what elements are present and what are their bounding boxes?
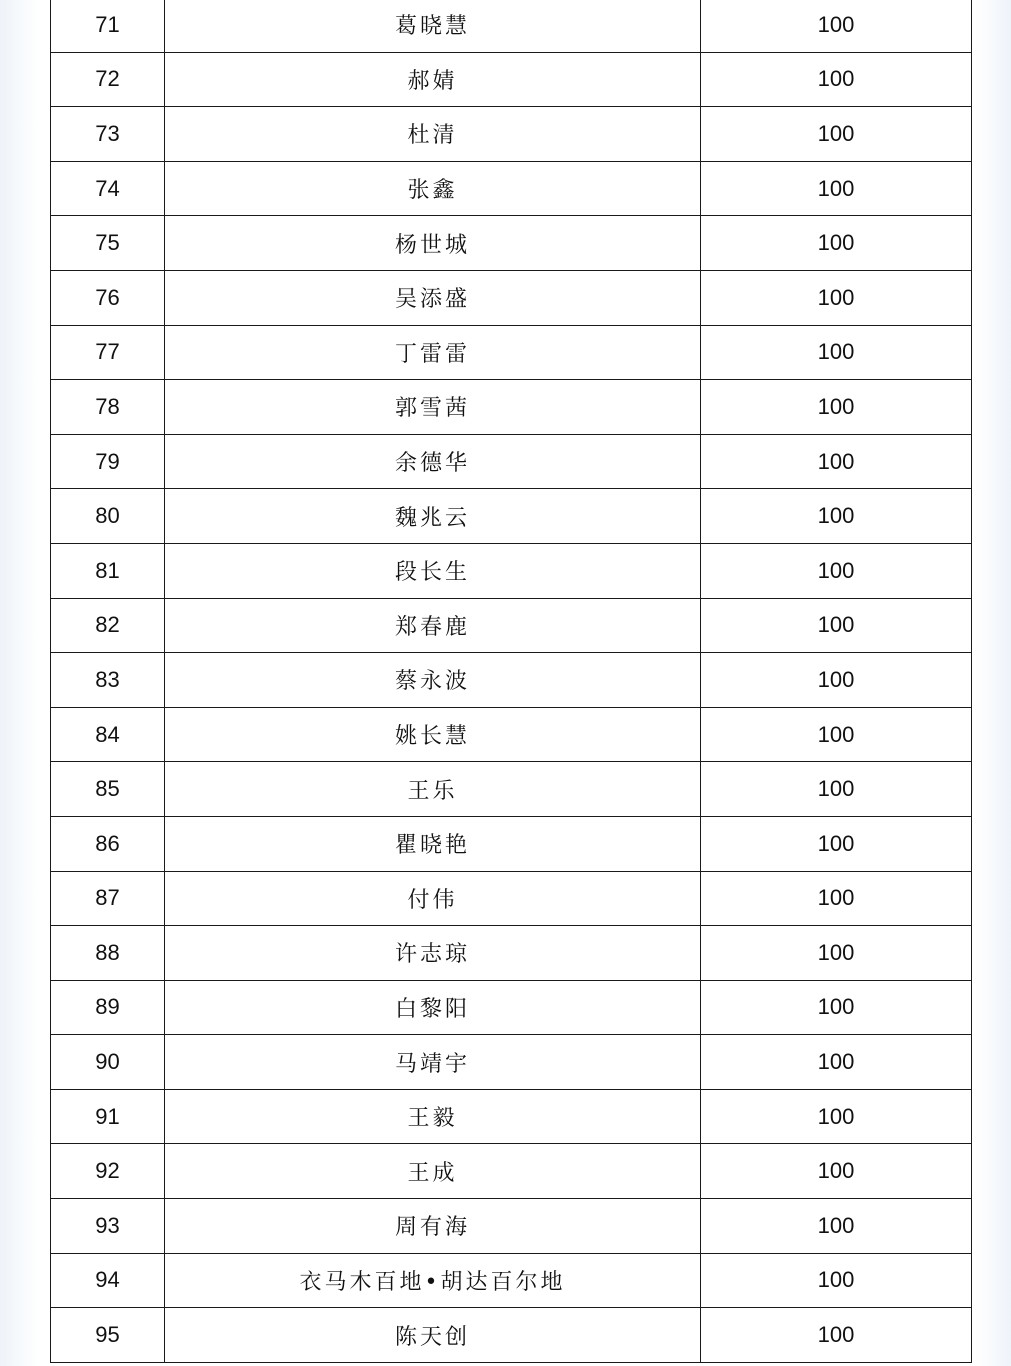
row-number-cell: 71 [51,0,165,52]
name-cell: 葛晓慧 [165,0,701,52]
roster-table [50,0,972,1363]
row-number-cell: 88 [51,926,165,981]
name-cell: 王成 [165,1144,701,1199]
table-row [51,1253,972,1308]
row-number-cell: 76 [51,270,165,325]
score-cell: 100 [701,980,972,1035]
name-cell: 周有海 [165,1199,701,1254]
name-cell: 郝婧 [165,52,701,107]
name-cell: 丁雷雷 [165,325,701,380]
name-cell: 余德华 [165,434,701,489]
score-cell: 100 [701,816,972,871]
row-number-cell: 80 [51,489,165,544]
score-cell: 100 [701,707,972,762]
row-number-cell: 73 [51,107,165,162]
name-cell: 付伟 [165,871,701,926]
name-cell: 马靖宇 [165,1035,701,1090]
name-cell: 郑春鹿 [165,598,701,653]
name-cell: 王乐 [165,762,701,817]
row-number-cell: 94 [51,1253,165,1308]
score-cell: 100 [701,325,972,380]
table-row [51,434,972,489]
table-row [51,980,972,1035]
name-cell: 蔡永波 [165,653,701,708]
score-cell: 100 [701,216,972,271]
row-number-cell: 84 [51,707,165,762]
name-cell: 郭雪茜 [165,380,701,435]
score-cell: 100 [701,0,972,52]
name-cell: 瞿晓艳 [165,816,701,871]
table-row [51,1144,972,1199]
table-row [51,1089,972,1144]
row-number-cell: 87 [51,871,165,926]
score-cell: 100 [701,1253,972,1308]
table-row [51,380,972,435]
name-cell: 王毅 [165,1089,701,1144]
score-cell: 100 [701,1308,972,1363]
name-cell: 杨世城 [165,216,701,271]
score-cell: 100 [701,762,972,817]
row-number-cell: 82 [51,598,165,653]
row-number-cell: 78 [51,380,165,435]
table-row [51,926,972,981]
score-cell: 100 [701,380,972,435]
row-number-cell: 93 [51,1199,165,1254]
table-row [51,161,972,216]
score-cell: 100 [701,1035,972,1090]
table-row [51,107,972,162]
row-number-cell: 74 [51,161,165,216]
name-cell: 白黎阳 [165,980,701,1035]
row-number-cell: 86 [51,816,165,871]
row-number-cell: 85 [51,762,165,817]
table-row [51,270,972,325]
score-cell: 100 [701,1089,972,1144]
table-row [51,1308,972,1363]
roster-table-container [50,0,971,1363]
table-row [51,653,972,708]
row-number-cell: 95 [51,1308,165,1363]
row-number-cell: 81 [51,543,165,598]
score-cell: 100 [701,434,972,489]
score-cell: 100 [701,871,972,926]
roster-table-body [51,0,972,1362]
row-number-cell: 72 [51,52,165,107]
table-row [51,707,972,762]
table-row [51,52,972,107]
score-cell: 100 [701,161,972,216]
score-cell: 100 [701,270,972,325]
table-row [51,762,972,817]
name-cell: 段长生 [165,543,701,598]
name-cell: 杜清 [165,107,701,162]
table-row [51,816,972,871]
score-cell: 100 [701,1144,972,1199]
name-cell: 姚长慧 [165,707,701,762]
name-cell: 陈天创 [165,1308,701,1363]
row-number-cell: 79 [51,434,165,489]
score-cell: 100 [701,1199,972,1254]
row-number-cell: 90 [51,1035,165,1090]
table-row [51,871,972,926]
table-row [51,543,972,598]
table-row [51,325,972,380]
table-row [51,598,972,653]
score-cell: 100 [701,653,972,708]
table-row [51,489,972,544]
name-cell: 衣马木百地•胡达百尔地 [165,1253,701,1308]
table-row [51,1199,972,1254]
table-row [51,1035,972,1090]
score-cell: 100 [701,926,972,981]
row-number-cell: 92 [51,1144,165,1199]
row-number-cell: 89 [51,980,165,1035]
row-number-cell: 91 [51,1089,165,1144]
score-cell: 100 [701,598,972,653]
score-cell: 100 [701,489,972,544]
table-row [51,0,972,52]
name-cell: 许志琼 [165,926,701,981]
score-cell: 100 [701,543,972,598]
score-cell: 100 [701,107,972,162]
name-cell: 张鑫 [165,161,701,216]
row-number-cell: 75 [51,216,165,271]
name-cell: 吴添盛 [165,270,701,325]
score-cell: 100 [701,52,972,107]
name-cell: 魏兆云 [165,489,701,544]
table-row [51,216,972,271]
row-number-cell: 77 [51,325,165,380]
row-number-cell: 83 [51,653,165,708]
